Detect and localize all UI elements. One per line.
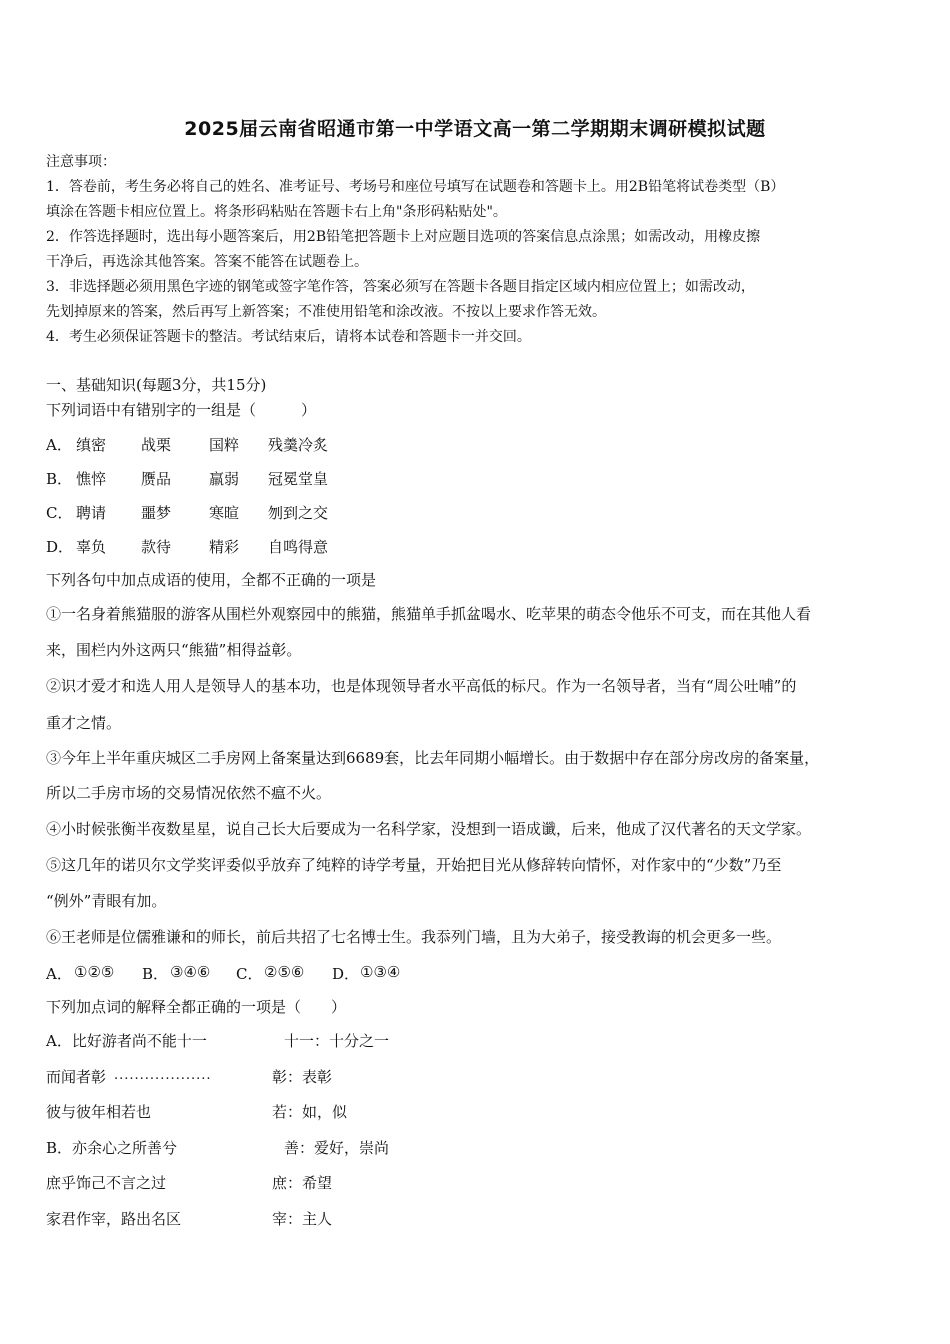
option-word: 噩梦 — [141, 504, 172, 522]
option-word: 自鸣得意 — [268, 538, 329, 556]
option-word: 国粹 — [209, 436, 240, 454]
option-word: 刎到之交 — [268, 504, 329, 522]
option-label: D． — [46, 538, 74, 556]
option-label: B． — [46, 470, 73, 488]
notice-heading: 注意事项： — [46, 154, 116, 170]
notice-line: 干净后，再选涂其他答案。答案不能答在试题卷上。 — [46, 254, 368, 270]
option-label: A． — [46, 436, 72, 454]
question-2-line: 所以二手房市场的交易情况依然不瘟不火。 — [46, 784, 332, 802]
question-1-stem: 下列词语中有错别字的一组是（ ） — [46, 401, 317, 419]
question-2-line: ②识才爱才和选人用人是领导人的基本功，也是体现领导者水平高低的标尺。作为一名领导者，当有“周公吐哺”的 — [46, 677, 797, 695]
option-word: 精彩 — [209, 538, 240, 556]
option-word: 缜密 — [76, 436, 107, 454]
question-2-line: ①一名身着熊猫服的游客从围栏外观察园中的熊猫，熊猫单手抓盆喝水、吃苹果的萌态令他乐不可支，而在其他人看 — [46, 605, 812, 623]
option-word: 寒暄 — [209, 504, 240, 522]
row-right: 若：如，似 — [272, 1103, 348, 1121]
row-right: 庶：希望 — [272, 1174, 333, 1192]
row-left: A．比好游者尚不能十一 — [46, 1032, 207, 1050]
question-2-line: ③今年上半年重庆城区二手房网上备案量达到6689套，比去年同期小幅增长。由于数据中存在部分房改房的备案量， — [46, 749, 820, 767]
option-word: 战栗 — [141, 436, 172, 454]
question-2-stem: 下列各句中加点成语的使用，全都不正确的一项是 — [46, 571, 377, 589]
row-right: 善：爱好，崇尚 — [284, 1139, 390, 1157]
option-label: B． — [142, 965, 169, 983]
row-left: 而闻者彰 — [46, 1068, 107, 1086]
option-text: ①③④ — [360, 963, 401, 981]
option-text: ③④⑥ — [170, 963, 211, 981]
option-word: 残羹冷炙 — [268, 436, 329, 454]
option-text: ②⑤⑥ — [264, 963, 305, 981]
notice-line: 2．作答选择题时，选出每小题答案后，用2B铅笔把答题卡上对应题目选项的答案信息点涂黑；如需改动，用橡皮擦 — [46, 229, 761, 245]
notice-line: 3．非选择题必须用黑色字迹的钢笔或签字笔作答，答案必须写在答题卡各题目指定区域内相应位置上；如需改动， — [46, 279, 755, 295]
row-right: 十一：十分之一 — [284, 1032, 390, 1050]
row-left: 庶乎饰己不言之过 — [46, 1174, 167, 1192]
option-word: 羸弱 — [209, 470, 240, 488]
option-label: D． — [332, 965, 360, 983]
option-word: 憔悴 — [76, 470, 107, 488]
section-heading: 一、基础知识(每题3分，共15分) — [46, 376, 267, 394]
emphasis-dots: ................... — [114, 1068, 212, 1083]
question-2-line: ④小时候张衡半夜数星星，说自己长大后要成为一名科学家，没想到一语成谶，后来，他成了汉代著名的天文学家。 — [46, 820, 812, 838]
notice-line: 1．答卷前，考生务必将自己的姓名、准考证号、考场号和座位号填写在试题卷和答题卡上。用2B铅笔将试卷类型（B） — [46, 179, 785, 195]
row-left: B．亦余心之所善兮 — [46, 1139, 178, 1157]
option-word: 冠冕堂皇 — [268, 470, 329, 488]
option-word: 款待 — [141, 538, 172, 556]
row-right: 彰：表彰 — [272, 1068, 333, 1086]
question-2-line: ⑤这几年的诺贝尔文学奖评委似乎放弃了纯粹的诗学考量，开始把目光从修辞转向情怀，对作家中的“少数”乃至 — [46, 856, 782, 874]
question-3-stem: 下列加点词的解释全都正确的一项是（ ） — [46, 998, 347, 1016]
option-label: A． — [46, 965, 72, 983]
option-word: 辜负 — [76, 538, 107, 556]
page-title: 2025届云南省昭通市第一中学语文高一第二学期期末调研模拟试题 — [184, 118, 766, 140]
option-label: C． — [46, 504, 73, 522]
question-2-line: 来，围栏内外这两只“熊猫”相得益彰。 — [46, 641, 302, 659]
option-word: 赝品 — [141, 470, 172, 488]
notice-line: 4．考生必须保证答题卡的整洁。考试结束后，请将本试卷和答题卡一并交回。 — [46, 329, 531, 345]
question-2-line: 重才之情。 — [46, 714, 122, 732]
notice-line: 填涂在答题卡相应位置上。将条形码粘贴在答题卡右上角"条形码粘贴处"。 — [46, 204, 507, 220]
option-word: 聘请 — [76, 504, 107, 522]
option-text: ①②⑤ — [74, 963, 115, 981]
option-label: C． — [236, 965, 263, 983]
row-right: 宰：主人 — [272, 1210, 333, 1228]
row-left: 彼与彼年相若也 — [46, 1103, 152, 1121]
row-left: 家君作宰，路出名区 — [46, 1210, 182, 1228]
question-2-line: ⑥王老师是位儒雅谦和的师长，前后共招了七名博士生。我忝列门墙，且为大弟子，接受教诲的机会更多一些。 — [46, 928, 782, 946]
notice-line: 先划掉原来的答案，然后再写上新答案；不准使用铅笔和涂改液。不按以上要求作答无效。 — [46, 304, 606, 320]
question-2-line: “例外”青眼有加。 — [46, 892, 167, 910]
